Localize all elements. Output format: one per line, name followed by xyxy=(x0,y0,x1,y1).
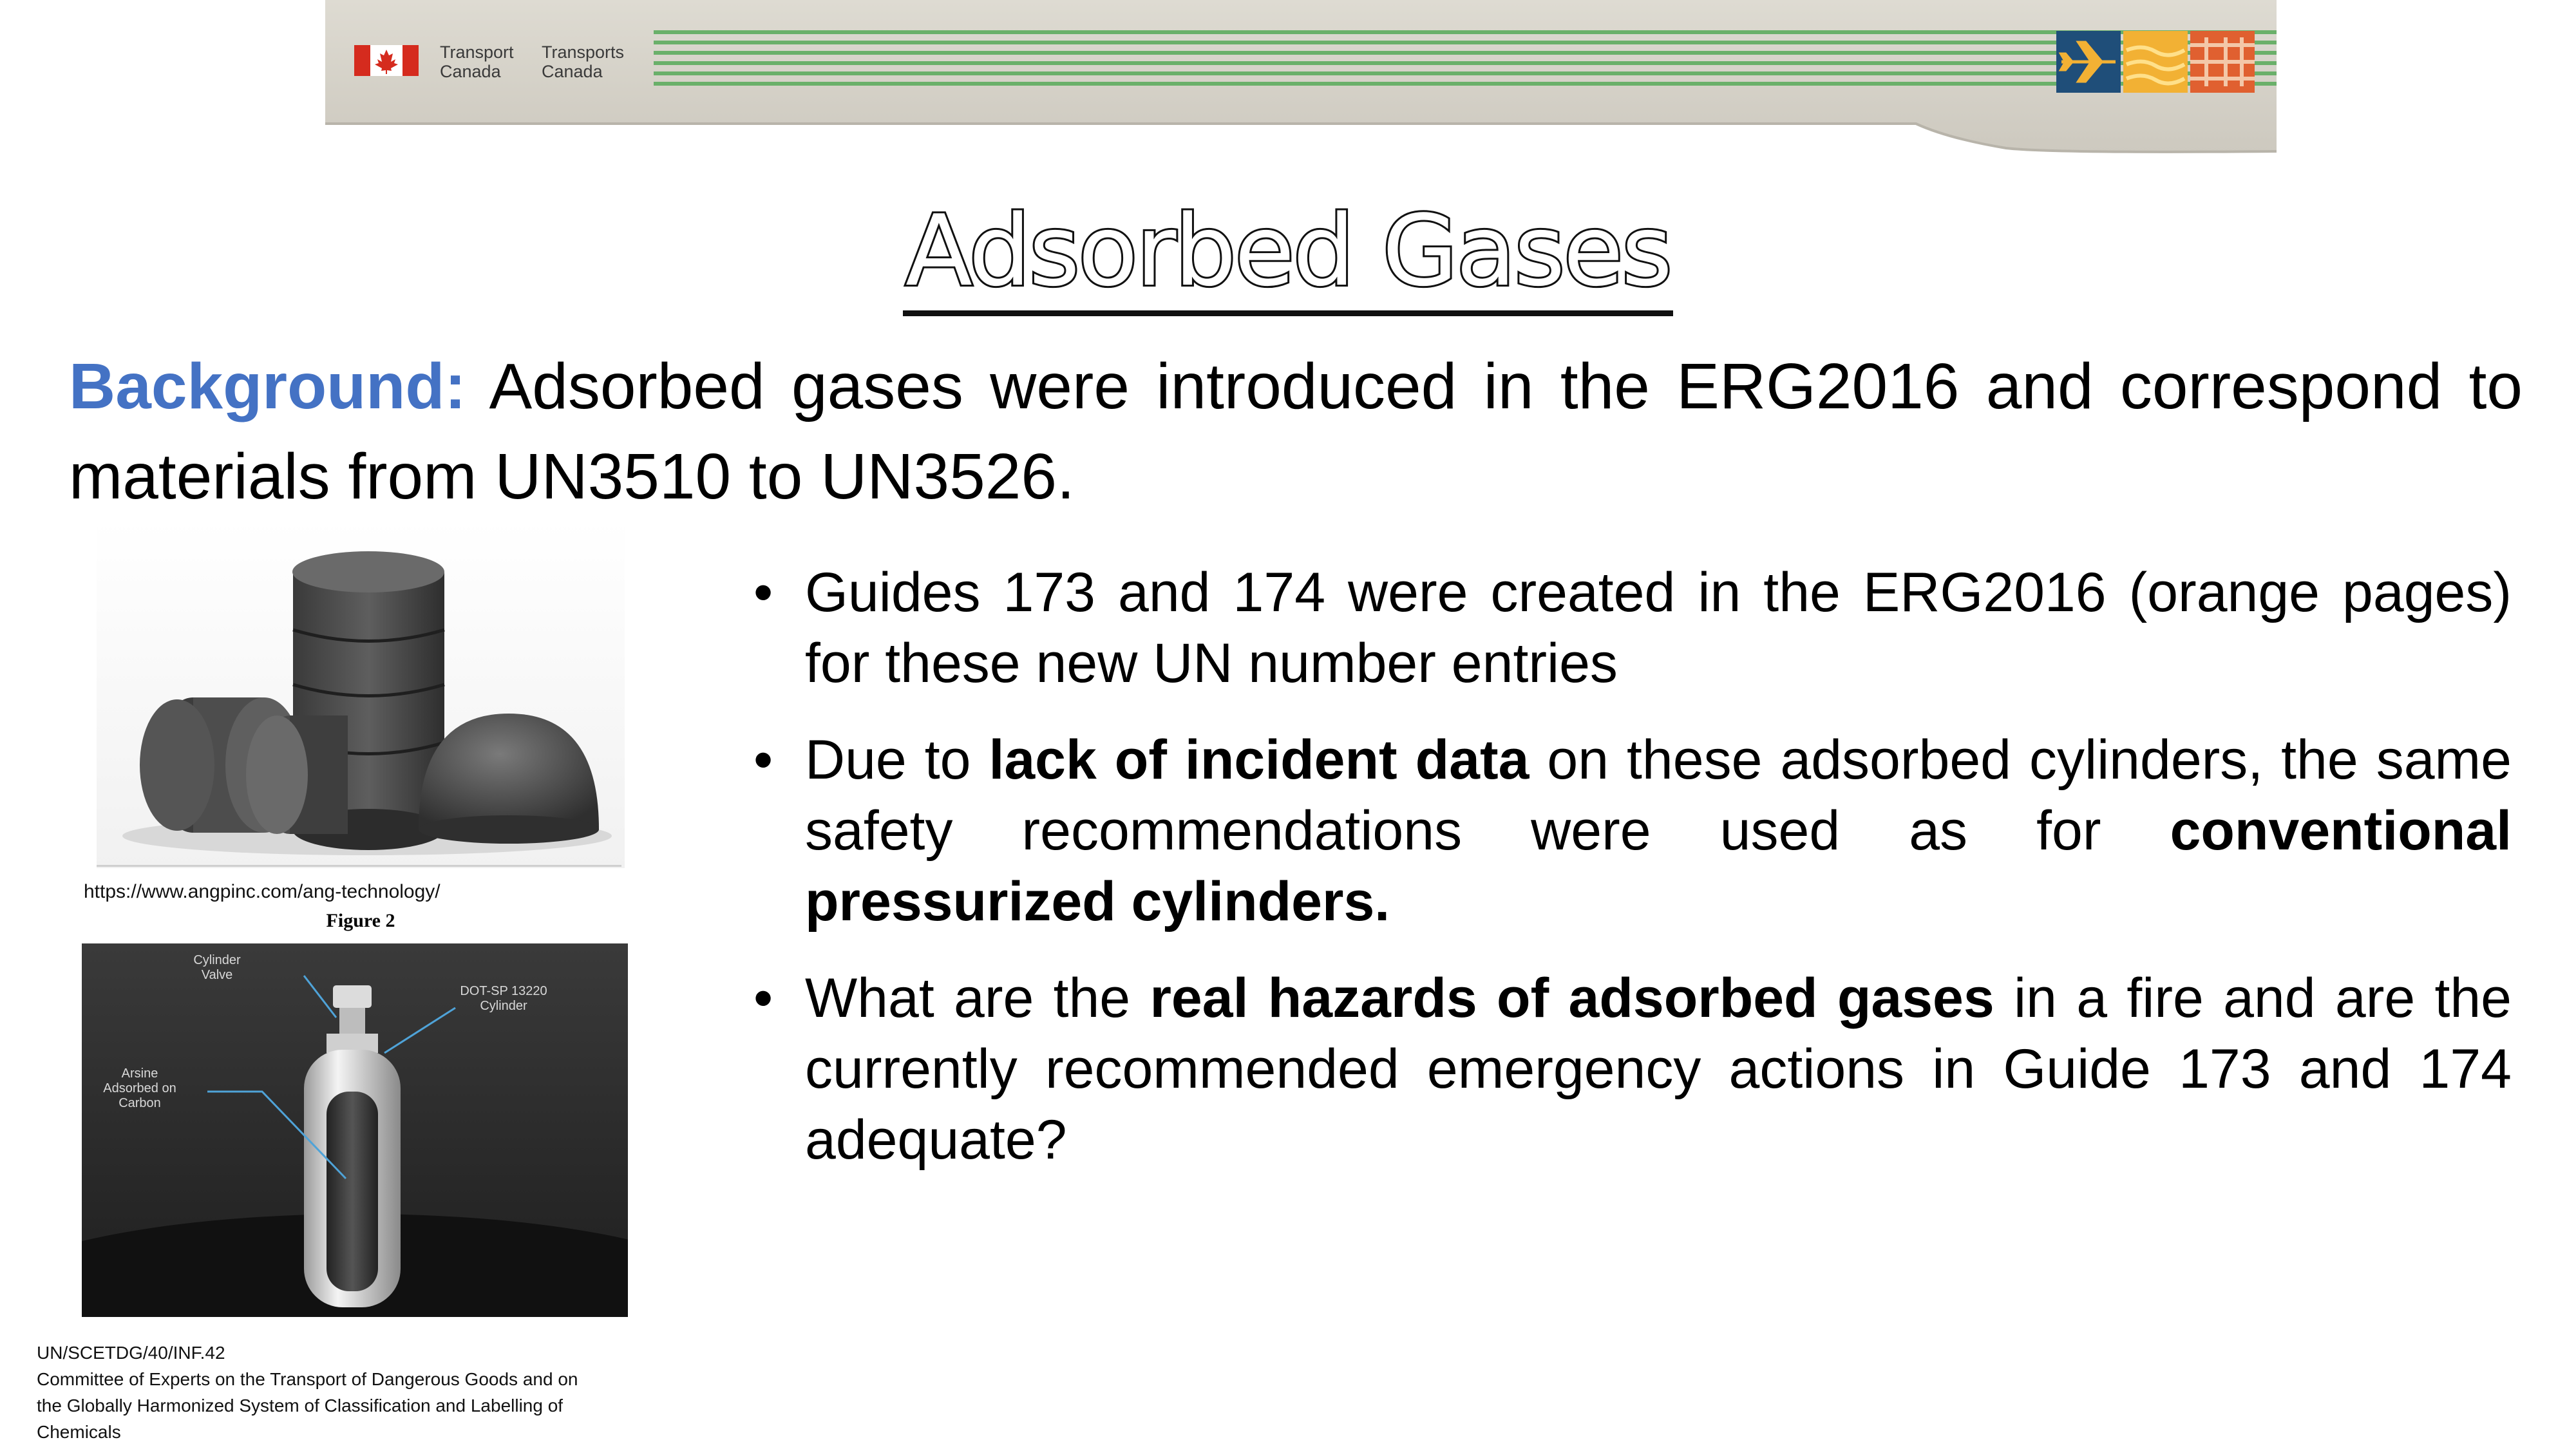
figure-label: Figure 2 xyxy=(326,910,395,931)
bullet-dot: • xyxy=(753,562,773,623)
callout-arsine-line2: Adsorbed on xyxy=(103,1081,176,1095)
callout-valve-line2: Valve xyxy=(201,968,233,982)
callout-valve-line1: Cylinder xyxy=(193,953,241,967)
photo-divider xyxy=(97,865,621,867)
header-banner xyxy=(325,0,2277,158)
background-paragraph xyxy=(69,341,2523,522)
callout-arsine-line3: Carbon xyxy=(118,1096,161,1110)
source-line-4: Chemicals xyxy=(37,1422,121,1442)
bullet-item-guides: • Guides 173 and 174 were created in the ERG2016 (orange pages) for these new UN number entries xyxy=(753,557,2512,699)
source-line-1: UN/SCETDG/40/INF.42 xyxy=(37,1343,225,1363)
background-text: Adsorbed gases were introduced in the ERG2016 and correspond to materials from UN3510 to UN3526. xyxy=(69,350,2523,513)
slide-title-wrap xyxy=(0,193,2576,309)
emphasis-conventional-cylinders: conventional pressurized cylinders. xyxy=(805,800,2512,933)
slide-title: Adsorbed Gases xyxy=(903,194,1673,316)
source-reference xyxy=(37,1340,655,1445)
org-name-fr: Transports Canada xyxy=(542,43,625,81)
callout-cylinder-line2: Cylinder xyxy=(480,999,527,1013)
callout-cylinder-line1: DOT-SP 13220 xyxy=(460,984,547,998)
cylinder-diagram xyxy=(82,943,628,1317)
train-icon xyxy=(2190,31,2255,93)
canada-flag-icon xyxy=(354,45,419,76)
photo-caption-url: https://www.angpinc.com/ang-technology/ xyxy=(84,881,440,902)
airplane-icon xyxy=(2056,31,2121,93)
source-line-3: the Globally Harmonized System of Classification and Labelling of xyxy=(37,1396,564,1416)
emphasis-lack-of-data: lack of incident data xyxy=(989,729,1530,791)
emphasis-real-hazards: real hazards of adsorbed gases xyxy=(1150,967,1994,1029)
ship-icon xyxy=(2123,31,2188,93)
bullet-list xyxy=(753,557,2512,1201)
bullet-item-incident-data: • Due to lack of incident data on these adsorbed cylinders, the same safety recommendations were used as for conventional pressurized cylinders. xyxy=(753,724,2512,937)
source-line-2: Committee of Experts on the Transport of Dangerous Goods and on xyxy=(37,1369,578,1389)
callout-arsine-line1: Arsine xyxy=(121,1066,158,1081)
carbon-monolith-photo xyxy=(97,520,625,868)
org-name-en: Transport Canada xyxy=(440,43,514,81)
bullet-dot: • xyxy=(753,729,773,791)
bullet-item-real-hazards: • What are the real hazards of adsorbed gases in a fire and are the currently recommended emergency actions in Guide 173 and 174 adequate? xyxy=(753,963,2512,1175)
bullet-dot: • xyxy=(753,967,773,1029)
background-label: Background: xyxy=(69,350,466,422)
